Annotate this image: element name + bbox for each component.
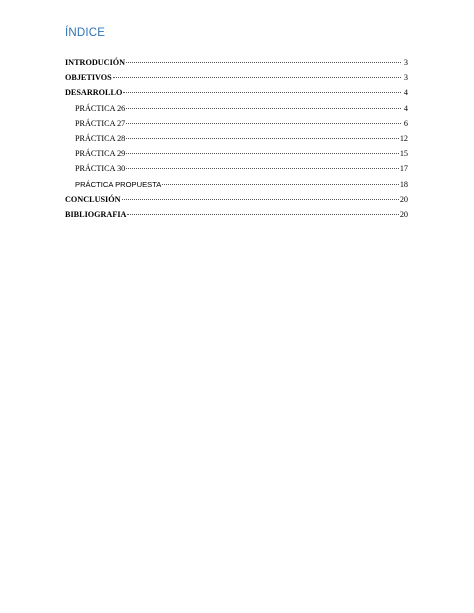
toc-entry-label: PRÁCTICA 27	[75, 118, 126, 128]
toc-entry-label: PRÁCTICA 30	[75, 164, 126, 174]
dot-leader	[122, 199, 399, 200]
toc-entry-practica-29[interactable]	[65, 149, 408, 164]
toc-entry-bibliografia[interactable]	[65, 210, 408, 225]
dot-leader	[113, 77, 401, 78]
toc-entry-page: 15	[399, 149, 408, 159]
toc-entry-label: DESARROLLO	[65, 88, 123, 98]
dot-leader	[126, 168, 399, 169]
toc-entry-label: CONCLUSIÓN	[65, 194, 121, 204]
toc-entry-page: 17	[399, 164, 408, 174]
toc-entry-label: BIBLIOGRAFIA	[65, 209, 127, 219]
toc-entry-practica-27[interactable]	[65, 119, 408, 134]
toc-entry-page: 18	[399, 179, 408, 189]
toc-entry-desarrollo[interactable]	[65, 88, 408, 103]
toc-entry-practica-30[interactable]	[65, 164, 408, 179]
dot-leader	[126, 108, 401, 109]
toc-entry-page: 20	[399, 194, 408, 204]
dot-leader	[126, 123, 401, 124]
toc-entry-label: PRÁCTICA 29	[75, 149, 126, 159]
toc-entry-practica-28[interactable]	[65, 134, 408, 149]
dot-leader	[126, 62, 401, 63]
toc-title: ÍNDICE	[65, 27, 106, 39]
toc-entry-introduccion[interactable]	[65, 58, 408, 73]
dot-leader	[162, 184, 398, 185]
toc-entry-practica-propuesta[interactable]	[65, 180, 408, 195]
toc-entry-page: 3	[403, 58, 408, 67]
toc-entry-label: PRÁCTICA 26	[75, 103, 126, 113]
toc-entry-page: 6	[403, 118, 408, 128]
toc-entry-label: PRÁCTICA 28	[75, 133, 126, 143]
toc-entry-page: 3	[403, 73, 408, 83]
dot-leader	[127, 214, 398, 215]
toc-entry-objetivos[interactable]	[65, 73, 408, 88]
toc-entry-label: INTRODUCIÓN	[65, 58, 126, 67]
toc-entry-page: 4	[403, 103, 408, 113]
toc-entry-label: OBJETIVOS	[65, 73, 112, 83]
toc-entry-practica-26[interactable]	[65, 104, 408, 119]
toc-entry-conclusion[interactable]	[65, 195, 408, 210]
dot-leader	[126, 138, 399, 139]
dot-leader	[123, 92, 401, 93]
toc-entry-page: 4	[403, 88, 408, 98]
toc-entry-label: PRÁCTICA PROPUESTA	[75, 179, 162, 189]
toc-entry-page: 12	[399, 133, 408, 143]
toc-entry-page: 20	[399, 209, 408, 219]
table-of-contents	[65, 58, 408, 225]
dot-leader	[126, 153, 399, 154]
